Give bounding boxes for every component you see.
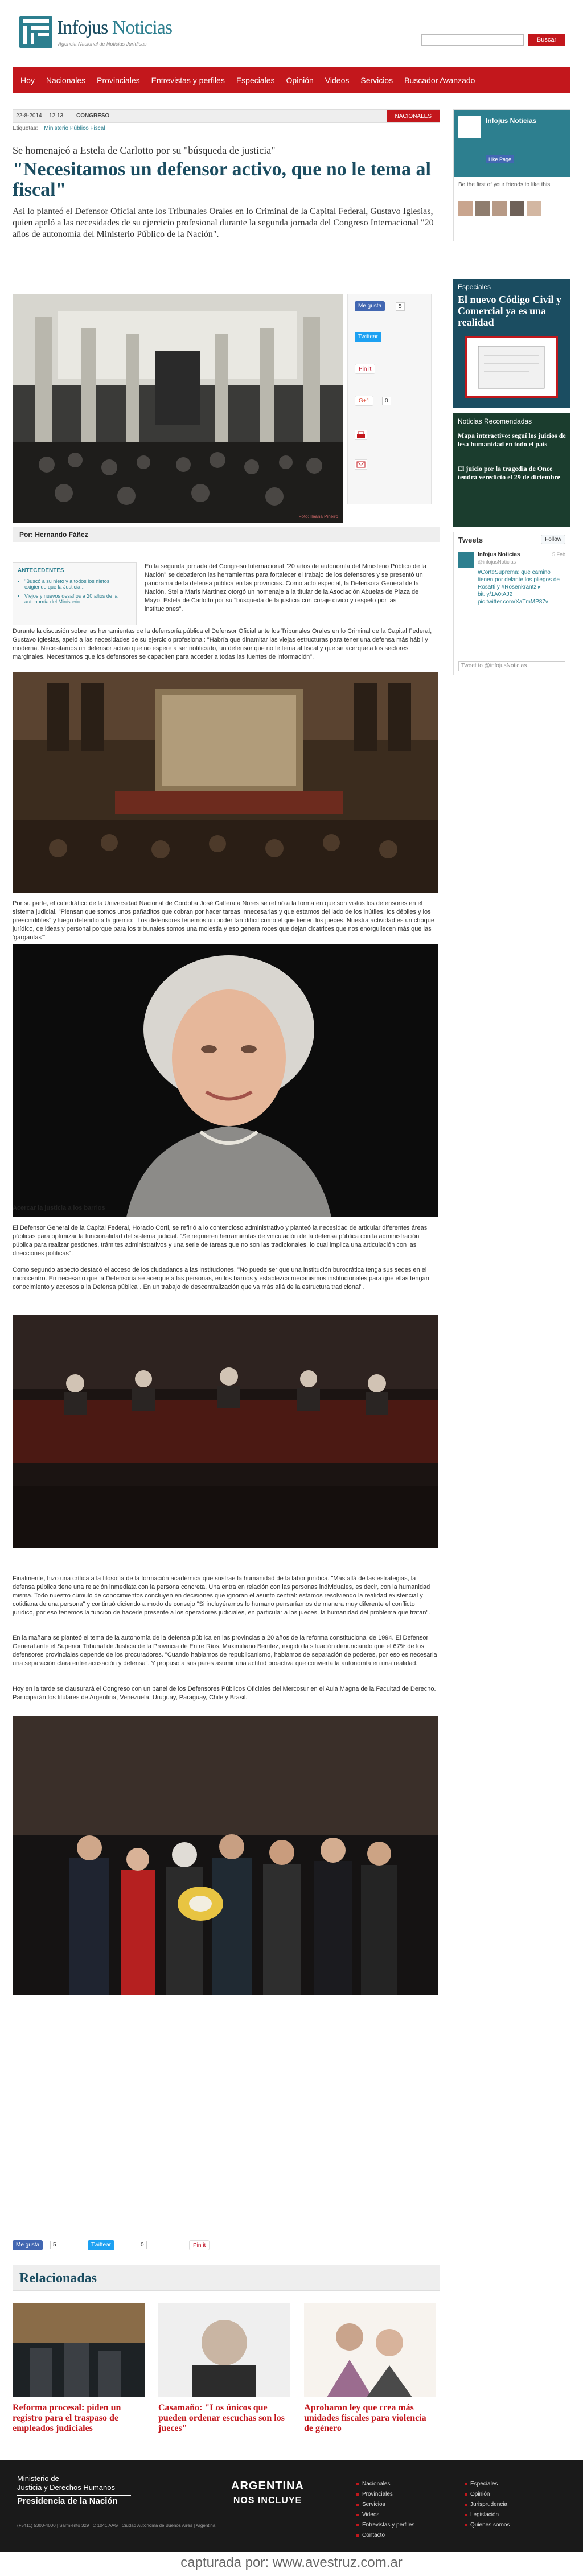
footer-link[interactable]: Provinciales [356, 2491, 414, 2497]
tweet-author[interactable]: Infojus Noticias [478, 552, 520, 558]
fb-like-button-bottom[interactable] [13, 2240, 43, 2250]
brand-second: Noticias [112, 17, 173, 38]
share-bottom-row [13, 2240, 440, 2252]
facebook-widget [453, 109, 570, 241]
photo-group-image [13, 1716, 438, 1995]
footer-link[interactable]: Especiales [465, 2481, 510, 2487]
footer-link[interactable]: Nacionales [356, 2481, 414, 2487]
footer-link[interactable]: Jurisprudencia [465, 2501, 510, 2508]
footer-link[interactable]: Quienes somos [465, 2522, 510, 2528]
tweets-label: Tweets [458, 536, 483, 544]
footer-links-col-1 [356, 2481, 414, 2542]
article-bajada: Así lo planteó el Defensor Oficial ante los Tribunales Orales en lo Criminal de la Capital Federal, Gustavo Iglesias, quien apeló a las necesidades de su ejercicio profesional durante la segunda jornada del Congreso Internacional "20 años de autonomía del Ministerio Público de la Nación". [13, 207, 434, 239]
especiales-box[interactable] [453, 279, 570, 408]
photo-panel-image [13, 1315, 438, 1548]
logo-mark [19, 16, 52, 48]
ministry-line-2: Justicia y Derechos Humanos [17, 2483, 115, 2492]
article-date: 22-8-2014 [16, 113, 42, 119]
nav-item-nacionales[interactable]: Nacionales [46, 76, 86, 85]
search-button[interactable]: Buscar [528, 34, 565, 46]
tags-label: Etiquetas: [13, 125, 38, 132]
article-paragraph: En la mañana se planteó el tema de la autonomía de la defensa pública en las provincias a 20 años de la reforma constitucional de 1994. El Defensor General ante el Superior Tribunal de Justicia de la Provincia de Entre Ríos, Maximiliano Benítez, exigido la situación denunciando que el 67% de los defensores provinciales depende de los procuradores. "Cuando hablamos de republicanismo, hablamos de separación de poderes, por eso es necesaria una separación clara entre acusación y defensa". Y propuso a sus pares asumir una actitud proactiva que convierta la autonomía en una realidad. [13, 1634, 437, 1667]
article-volanta: Se homenajeó a Estela de Carlotto por su "búsqueda de justicia" [13, 145, 276, 156]
ministry-logo[interactable] [17, 2474, 131, 2506]
tweet-handle: @infojusNoticias [478, 559, 516, 565]
article-paragraph: Durante la discusión sobre las herramientas de la defensoría pública el Defensor Oficial ante los Tribunales Orales en lo Criminal de la Capital Federal, Gustavo Iglesias, apeló a las necesidades de su ejercicio profesional: "Habría que dinamitar las viejas estructuras para tener una defensa más hábil y moderna. Necesitamos un defensor activo que no espere a ser notificado, un defensor que no le tema al fiscal y que se acerque a los sectores marginales. Necesitamos que los defensores se capaciten para acceder a todas las fuentes de información". [13, 628, 432, 660]
footer-link[interactable]: Legislación [465, 2512, 510, 2518]
tweet-label: Twittear [91, 2242, 112, 2248]
author-byline: Por: Hernando Fáñez [13, 527, 440, 542]
tweet-button[interactable] [355, 332, 381, 342]
related-headline[interactable]: Aprobaron ley que crea más unidades fiscales para violencia de género [304, 2403, 426, 2433]
antecedentes-box [13, 562, 137, 625]
article-subhead: Acercar la justicia a los barrios [13, 1205, 105, 1211]
email-icon[interactable] [355, 459, 367, 470]
article-meta-bar [13, 109, 440, 123]
tag-link[interactable]: Ministerio Público Fiscal [44, 125, 105, 132]
pin-label: Pin it [193, 2242, 206, 2249]
footer-link[interactable]: Entrevistas y perfiles [356, 2522, 414, 2528]
footer-link[interactable]: Opinión [465, 2491, 510, 2497]
especiales-title[interactable]: El nuevo Código Civil y Comercial ya es una realidad [458, 294, 562, 328]
gplus-button[interactable] [355, 396, 373, 406]
tweet-button-bottom[interactable] [88, 2240, 114, 2250]
related-thumb-image [13, 2303, 145, 2397]
related-thumb-image [158, 2303, 290, 2397]
share-rail [347, 294, 432, 504]
related-header [13, 2265, 440, 2291]
article-paragraph: El Defensor General de la Capital Federal, Horacio Corti, se refirió a lo contencioso administrativo y planteó la necesidad de articular diferentes áreas públicas para optimizar la funcionalidad del sistema judicial. "Se requieren herramientas de vinculación de la defensa pública con la administración pública para realizar gestiones, trámites administrativos y una serie de tareas que no son las tradicionales, lo cual implica una articulación con las direcciones políticas". [13, 1225, 428, 1257]
nav-item-hoy[interactable]: Hoy [20, 76, 35, 85]
capture-credit: capturada por: www.avestruz.com.ar [0, 2552, 583, 2576]
related-headline[interactable]: Reforma procesal: piden un registro para el traspaso de empleados judiciales [13, 2403, 121, 2433]
argentina-line-1: ARGENTINA [231, 2480, 304, 2492]
nav-item-servicios[interactable]: Servicios [360, 76, 393, 85]
fb-like-page-button[interactable] [486, 155, 514, 163]
recomendadas-label: Noticias Recomendadas [458, 417, 532, 425]
article-paragraph: Hoy en la tarde se clausurará el Congreso con un panel de los Defensores Públicos Oficiales del Mercosur en el Aula Magna de la Facultad de Derecho. Participarán los titulares de Argentina, Venezuela, Uruguay, Paraguay, Chile y Brasil. [13, 1686, 436, 1701]
fb-page-title: Infojus Noticias [486, 117, 537, 125]
facebook-cover[interactable] [454, 110, 570, 177]
logo-title [57, 17, 172, 39]
fb-like-page-label: Like Page [488, 157, 512, 162]
fb-friends-text: Be the first of your friends to like this [458, 182, 551, 188]
section-badge[interactable]: NACIONALES [387, 110, 440, 122]
article-paragraph: Por su parte, el catedrático de la Universidad Nacional de Córdoba José Cafferata Nores se refirió a la forma en que son vistos los defensores en el sistema judicial. "Piensan que somos unos pañaditos que cobran por hacer tareas innecesarias y que estamos del lado de los inútiles, los débiles y los prescindibles" y luego defendió a la gremio: "Los defensores tenemos un poder tan difícil como el que tienen los jueces. Nuestra actividad es un choque jurídico, de ideas y personal porque para los tribunales somos una molestia y eso genera roces que dejan cicatrices que nos enorgullecen más que las 'gargantas'". [13, 900, 434, 941]
article-paragraph: Finalmente, hizo una crítica a la filosofía de la formación académica que sustrae la humanidad de la labor jurídica. "Más allá de las estrategias, la defensa pública tiene una relación inmediata con la persona concreta. Una entra en relación con las personas individuales, es decir, con la humanidad misma. Todo nuestro cúmulo de conocimientos concluyen en decisiones que ignoran el asunto central: estamos resolviendo la realidad existencial y cotidiana de una persona" y continuó diciendo a modo de consejo "Si incluyéramos lo humano pensaríamos de manera muy diferente el conflicto jurídico, por eso tenemos la función de hacerle presente a los operadores judiciales, en particular a los jueces, la humanidad del problema que tratan". [13, 1575, 430, 1616]
recomendada-link[interactable]: Mapa interactivo: seguí los juicios de lesa humanidad en todo el país [458, 432, 566, 448]
antecedente-link[interactable]: • "Buscó a su nieto y a todos los nietos exigiendo que la Justicia... [24, 578, 132, 590]
photo-estela-carlotto[interactable] [13, 944, 438, 1217]
antecedentes-title: ANTECEDENTES [18, 568, 64, 574]
photo-group[interactable] [13, 1716, 438, 1995]
photo-auditorium[interactable] [13, 672, 438, 893]
tweet-time: 5 Feb [552, 552, 565, 557]
related-thumb-image [304, 2303, 436, 2397]
fb-page-avatar [458, 116, 481, 138]
recomendada-link[interactable]: El juicio por la tragedia de Once tendrá veredicto el 29 de diciembre [458, 465, 560, 481]
footer [0, 2460, 583, 2552]
twitter-follow-button[interactable] [541, 535, 565, 544]
photo-auditorium-image [13, 672, 438, 893]
related-thumb[interactable] [158, 2303, 290, 2397]
nav-item-entrevistas[interactable]: Entrevistas y perfiles [151, 76, 225, 85]
gplus-count: 0 [382, 397, 391, 405]
antecedente-link[interactable]: • Viejos y nuevos desafíos a 20 años de la autonomía del Ministerio... [24, 593, 132, 605]
gplus-label: G+1 [359, 398, 370, 404]
twitter-widget [453, 532, 570, 675]
fb-like-count: 5 [50, 2241, 59, 2249]
main-photo-image [13, 294, 343, 523]
article-headline: "Necesitamos un defensor activo, que no le tema al fiscal" [13, 159, 432, 200]
brand-main: Infojus [57, 17, 108, 38]
pin-button[interactable] [355, 364, 375, 374]
footer-address: (+5411) 5300-4000 | Sarmiento 329 | C 1041 AAG | Ciudad Autónoma de Buenos Aires | Argentina [17, 2523, 216, 2528]
pin-button-bottom[interactable] [189, 2240, 210, 2250]
search-input[interactable] [421, 34, 524, 46]
tweet-to-input[interactable]: Tweet to @infojusNoticias [458, 661, 565, 671]
argentina-nos-incluye-logo[interactable] [205, 2479, 330, 2508]
tweet-text[interactable]: #CorteSuprema: que camino tienen por delante los pliegos de Rosatti y #Rosenkrantz ▸ bit.ly/1A0tAJ2 pic.twitter.com/XaTmMP87v [478, 569, 560, 605]
especiales-thumb[interactable] [465, 336, 558, 398]
article-time: 12:13 [49, 113, 64, 119]
article-lead: En la segunda jornada del Congreso Internacional "20 años de autonomía del Ministerio Público de la Nación" se debatieron las herramientas para fortalecer el trabajo de los defensores y se presentó un panorama de la defensa pública en las provincias. Como acto especial, la Defensora General de la Nación, Stella Maris Martínez otorgó un homenaje a la titular de la Asociación Abuelas de Plaza de Mayo, Estela de Carlotto por su "búsqueda de la justicia con coraje cívico y respeto por las instituciones". [145, 563, 426, 613]
photo-portrait-image [13, 944, 438, 1217]
fb-like-button[interactable] [355, 301, 385, 311]
site-logo[interactable] [19, 16, 173, 49]
fb-like-label: Me gusta [358, 303, 382, 309]
fb-friends-avatars [458, 201, 541, 216]
logo-tagline: Agencia Nacional de Noticias Jurídicas [58, 41, 147, 47]
ministry-line-3: Presidencia de la Nación [17, 2495, 131, 2506]
main-nav [13, 67, 570, 93]
tweet-label: Twittear [358, 334, 379, 340]
related-thumb[interactable] [304, 2303, 436, 2397]
nav-item-opinion[interactable]: Opinión [286, 76, 314, 85]
related-title: Relacionadas [19, 2271, 97, 2286]
main-photo[interactable] [13, 294, 343, 523]
print-icon[interactable] [355, 430, 367, 440]
masthead [13, 0, 570, 67]
article-paragraph: Como segundo aspecto destacó el acceso de los ciudadanos a las instituciones. "No puede ser que una institución burocrática tenga sus sedes en el microcentro. En necesario que la Defensoría se acerque a las personas, en los barrios y establezca mecanismos institucionales para que ellas tengan conocimiento y accesos a la Defensa pública". En un trabajo de descentralización que va más allá de la estructura tradicional". [13, 1267, 429, 1291]
nav-item-provinciales[interactable]: Provinciales [97, 76, 140, 85]
related-headline[interactable]: Casamaño: "Los únicos que pueden ordenar escuchas son los jueces" [158, 2403, 285, 2433]
footer-link[interactable]: Servicios [356, 2501, 414, 2508]
nav-item-buscador[interactable]: Buscador Avanzado [404, 76, 475, 85]
nav-item-especiales[interactable]: Especiales [236, 76, 275, 85]
nav-item-videos[interactable]: Videos [325, 76, 350, 85]
ministry-line-1: Ministerio de [17, 2474, 59, 2483]
photo-panel[interactable] [13, 1315, 438, 1548]
footer-links-col-2 [465, 2481, 510, 2532]
article-section-small: CONGRESO [76, 113, 110, 119]
gplus-count: 0 [138, 2241, 147, 2249]
fb-like-count: 5 [396, 302, 405, 311]
follow-label: Follow [545, 536, 561, 543]
footer-link[interactable]: Contacto [356, 2532, 414, 2538]
especiales-thumb-image [467, 338, 556, 396]
related-thumb[interactable] [13, 2303, 145, 2397]
fb-like-label: Me gusta [16, 2242, 40, 2248]
tweet-avatar[interactable] [458, 552, 474, 568]
footer-link[interactable]: Videos [356, 2512, 414, 2518]
recomendadas-box [453, 413, 570, 527]
photo-credit: Foto: Ileana Piñeiro [298, 514, 338, 519]
argentina-line-2: NOS INCLUYE [233, 2496, 302, 2505]
pin-label: Pin it [359, 366, 372, 372]
especiales-label: Especiales [458, 283, 491, 291]
tags-row [13, 125, 440, 135]
